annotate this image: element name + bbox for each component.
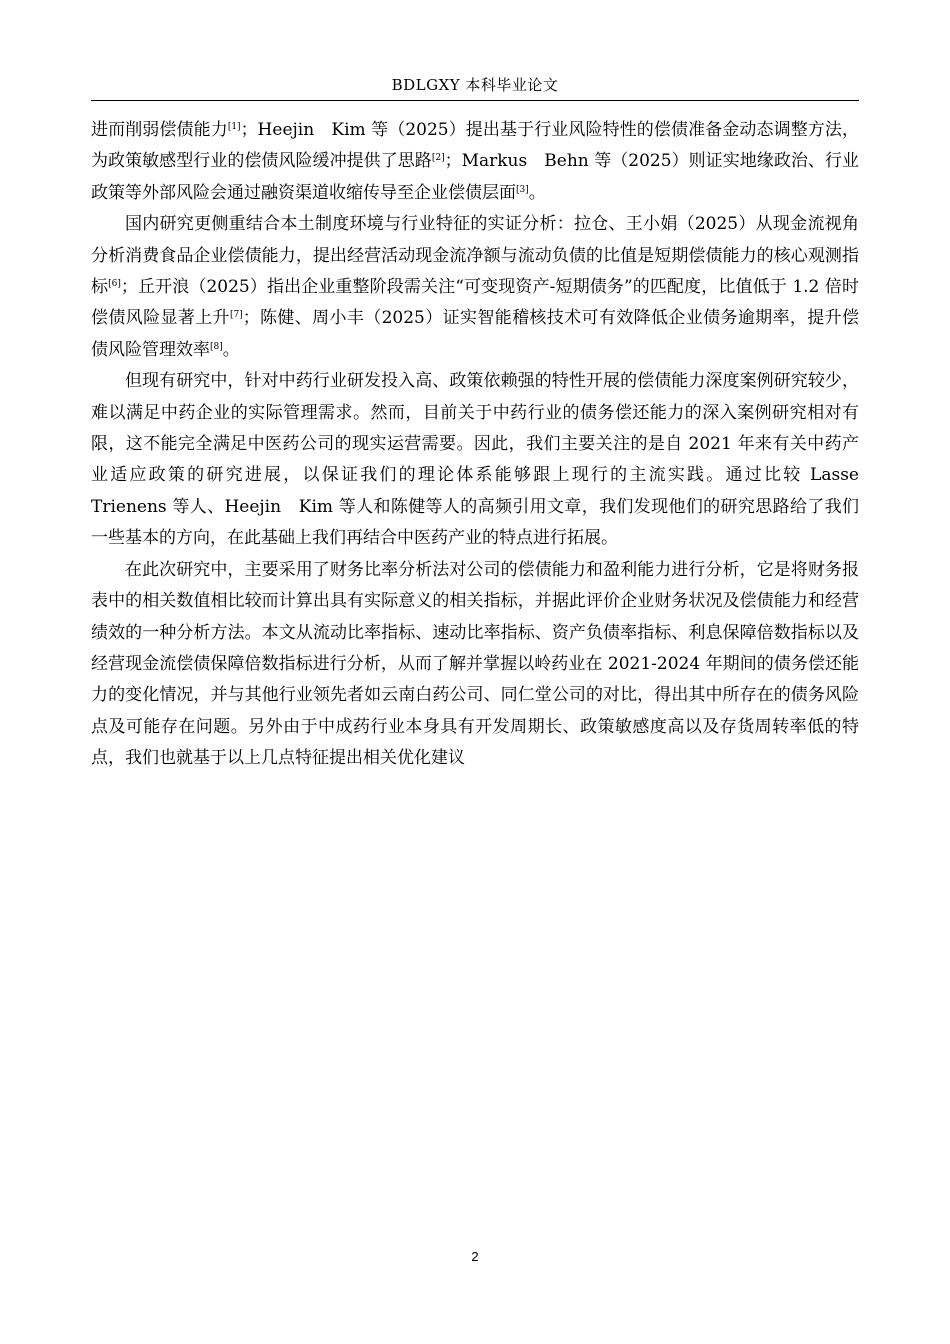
paragraph-2: [91, 209, 859, 366]
header-rule: [91, 100, 859, 101]
text-run: ；Markus Behn 等（2025）则证实地缘政治、行业政策等外部风险会通过融资渠道收缩传导至企业偿债层面: [91, 151, 859, 203]
text-run: 国内研究更侧重结合本土制度环境与行业特征的实证分析：拉仓、王小娟（2025）从现金流视角分析消费食品企业偿债能力，提出经营活动现金流净额与流动负债的比值是短期偿债能力的核心观测指标: [91, 214, 859, 298]
citation-ref: [6]: [108, 279, 121, 290]
paragraph-3: [91, 366, 876, 554]
text-run: 进而削弱偿债能力: [91, 120, 228, 140]
text-run: 在此次研究中，主要采用了财务比率分析法对公司的偿债能力和盈利能力进行分析，它是将财务报表中的相关数值相比较而计算出具有实际意义的相关指标，并据此评价企业财务状况及偿债能力和经营绩效的一种分析方法。本文从流动比率指标、速动比率指标、资产负债率指标、利息保障倍数指标以及经营现金流偿债保障倍数指标进行分析，从而了解并掌握以岭药业在 2021-2024 年期间的债务偿还能力的变化情况，并与其他行业领先者如云南白药公司、同仁堂公司的对比，得出其中所存在的债务风险点及可能存在问题。另外由于中成药行业本身具有开发周期长、政策敏感度高以及存货周转率低的特点，我们也就基于以上几点特征提出相关优化建议: [91, 559, 859, 769]
paragraph-4: [91, 555, 859, 775]
citation-ref: [2]: [431, 153, 445, 164]
text-run: 但现有研究中，针对中药行业研发投入高、政策依赖强的特性开展的偿债能力深度案例研究较少，难以满足中药企业的实际管理需求。然而，目前关于中药行业的债务偿还能力的深入案例研究相对有限，这不能完全满足中医药公司的现实运营需要。因此，我们主要关注的是自 2021 年来有关中药产业适应政策的研究进展，以保证我们的理论体系能够跟上现行的主流实践。通过比较 Lasse Trienens 等人、Heejin Kim 等人和陈健等人的高频引用文章，我们发现他们的研究思路给了我们一些基本的方向，在此基础上我们再结合中医药产业的特点进行拓展。: [91, 371, 876, 549]
text-run: 。: [222, 339, 240, 360]
citation-ref: [3]: [516, 184, 529, 195]
page-number: 2: [471, 1249, 479, 1264]
citation-ref: [7]: [229, 310, 243, 321]
citation-ref: [8]: [210, 341, 223, 352]
paragraph-1: [91, 115, 859, 209]
citation-ref: [1]: [227, 122, 241, 132]
text-run: ；丘开浪（2025）指出企业重整阶段需关注“可变现资产-短期债务”的匹配度，比值低于 1.2 倍时偿债风险显著上升: [91, 277, 860, 329]
text-run: ；陈健、周小丰（2025）证实智能稽核技术可有效降低企业债务逾期率，提升偿债风险管理效率: [91, 308, 860, 360]
text-run: ；Heejin Kim 等（2025）提出基于行业风险特性的偿债准备金动态调整方法，为政策敏感型行业的偿债风险缓冲提供了思路: [91, 120, 860, 172]
running-header: BDLGXY 本科毕业论文: [391, 76, 559, 94]
body-text: [91, 115, 876, 775]
text-run: 。: [528, 182, 546, 203]
